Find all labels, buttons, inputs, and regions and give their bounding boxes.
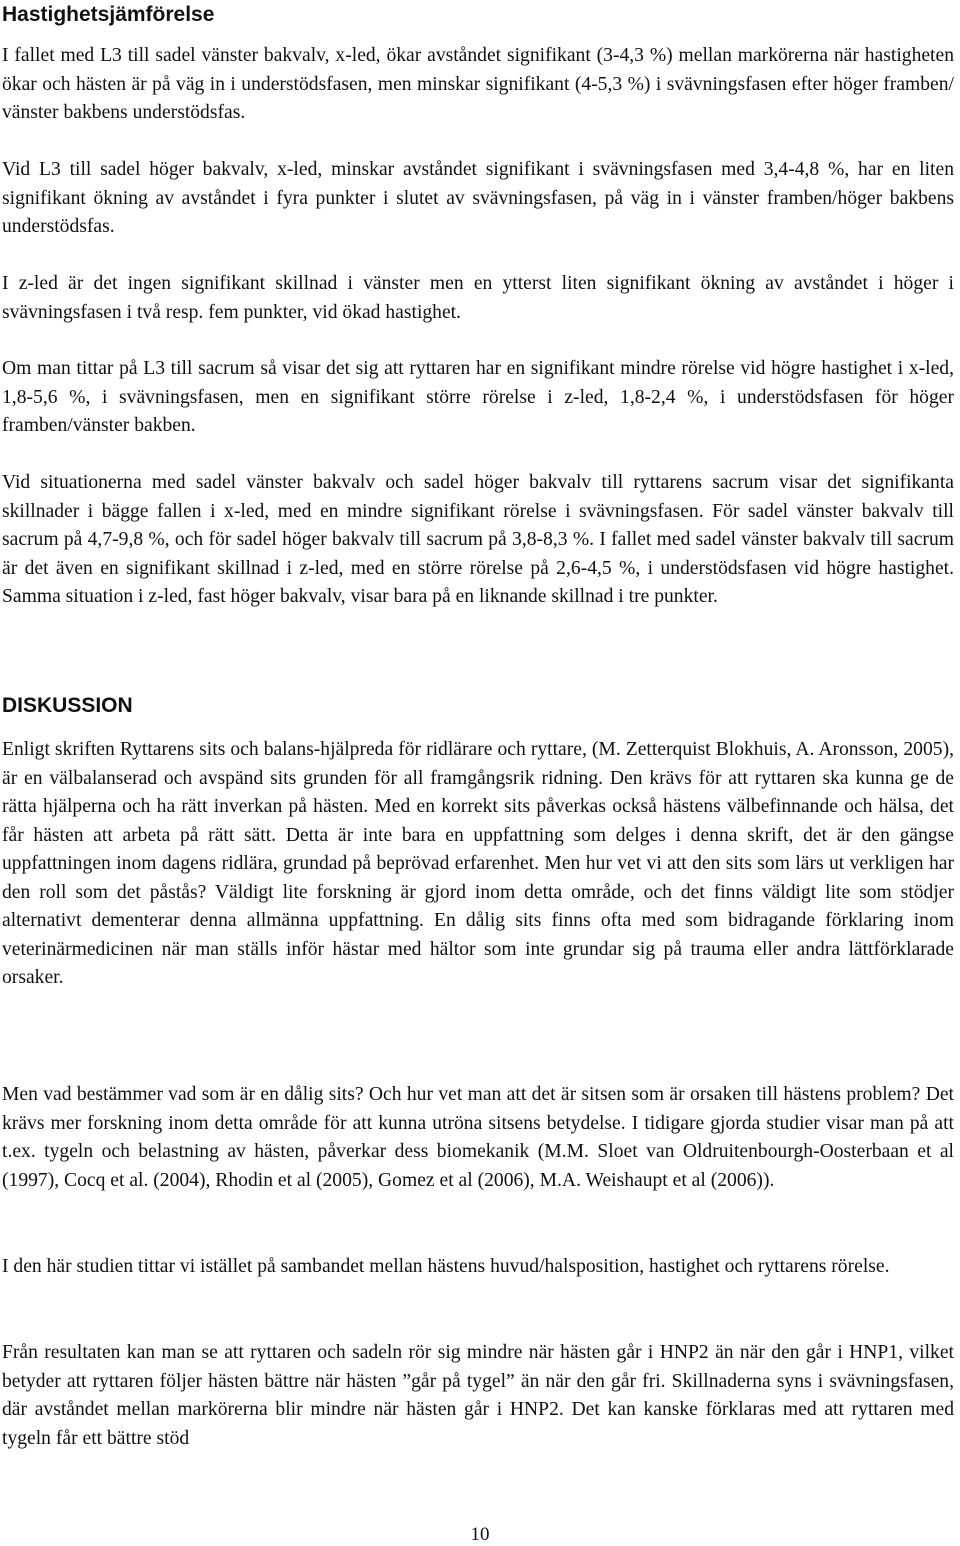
paragraph-3: I z-led är det ingen signifikant skillnad i vänster men en ytterst liten signifikant ökning av avståndet i höger i svävningsfasen i två resp. fem punkter, vid ökad hastighet. [2,273,954,323]
section-heading-speed-comparison: Hastighetsjämförelse [2,3,215,26]
section-heading-discussion: DISKUSSION [2,694,133,717]
paragraph-7: Men vad bestämmer vad som är en dålig sits? Och hur vet man att det är sitsen som är orsaken till hästens problem? Det krävs mer forskning inom detta område för att kunna utröna sitsens betydelse. I tidigare gjorda studier visar man på att t.ex. tygeln och belastning av hästen, påverkar dess biomekanik (M.M. Sloet van Oldruitenbourgh-Oosterbaan et al (1997), Cocq et al. (2004), Rhodin et al (2005), Gomez et al (2006), M.A. Weishaupt et al (2006)). [2,1084,954,1191]
paragraph-9: Från resultaten kan man se att ryttaren och sadeln rör sig mindre när hästen går i HNP2 än när den går i HNP1, vilket betyder att ryttaren följer hästen bättre när hästen ”går på tygel” än när den går fri. Skillnaderna syns i svävningsfasen, där avståndet mellan markörerna blir mindre när hästen går i HNP2. Det kan kanske förklaras med att ryttaren med tygeln får ett bättre stöd [2,1342,954,1449]
paragraph-1: I fallet med L3 till sadel vänster bakvalv, x-led, ökar avståndet signifikant (3-4,3 %) mellan markörerna när hastigheten ökar och hästen är på väg in i understödsfasen, men minskar signifikant (4-5,3 %) i svävningsfasen efter höger framben/ vänster bakbens understödsfas. [2,45,954,123]
paragraph-6: Enligt skriften Ryttarens sits och balans-hjälpreda för ridlärare och ryttare, (M. Zetterquist Blokhuis, A. Aronsson, 2005), är en välbalanserad och avspänd sits grunden för all framgångsrik ridning. Den krävs för att ryttaren ska kunna ge de rätta hjälperna och ha rätt inverkan på hästen. Med en korrekt sits påverkas också hästens välbefinnande och hälsa, det får hästen att arbeta på rätt sätt. Detta är inte bara en uppfattning som delges i denna skrift, det är den gängse uppfattningen inom dagens ridlära, grundad på beprövad erfarenhet. Men hur vet vi att den sits som lärs ut verkligen har den roll som det påstås? Väldigt lite forskning är gjord inom detta område, och det finns väldigt lite som stödjer alternativt dementerar denna allmänna uppfattning. En dålig sits finns ofta med som bidragande förklaring inom veterinärmedicinen när man ställs inför hästar med hältor som inte grundar sig på trauma eller andra lättförklarade orsaker. [2,739,954,988]
paragraph-5: Vid situationerna med sadel vänster bakvalv och sadel höger bakvalv till ryttarens sacrum visar det signifikanta skillnader i bägge fallen i x-led, med en mindre signifikant rörelse i svävningsfasen. För sadel vänster bakvalv till sacrum på 4,7-9,8 %, och för sadel höger bakvalv till sacrum på 3,8-8,3 %. I fallet med sadel vänster bakvalv till sacrum är det även en signifikant skillnad i z-led, med en större rörelse på 2,6-4,5 %, i understödsfasen vid högre hastighet. Samma situation i z-led, fast höger bakvalv, visar bara på en liknande skillnad i tre punkter. [2,472,954,607]
paragraph-8: I den här studien tittar vi istället på sambandet mellan hästens huvud/halsposition, hastighet och ryttarens rörelse. [2,1256,890,1277]
page-number: 10 [470,1524,490,1545]
paragraph-4: Om man tittar på L3 till sacrum så visar det sig att ryttaren har en signifikant mindre rörelse vid högre hastighet i x-led, 1,8-5,6 %, i svävningsfasen, men en signifikant större rörelse i z-led, 1,8-2,4 %, i understödsfasen för höger framben/vänster bakben. [2,358,954,436]
paragraph-2: Vid L3 till sadel höger bakvalv, x-led, minskar avståndet signifikant i svävningsfasen med 3,4-4,8 %, har en liten signifikant ökning av avståndet i fyra punkter i slutet av svävningsfasen, på väg in i vänster framben/höger bakbens understödsfas. [2,159,954,237]
